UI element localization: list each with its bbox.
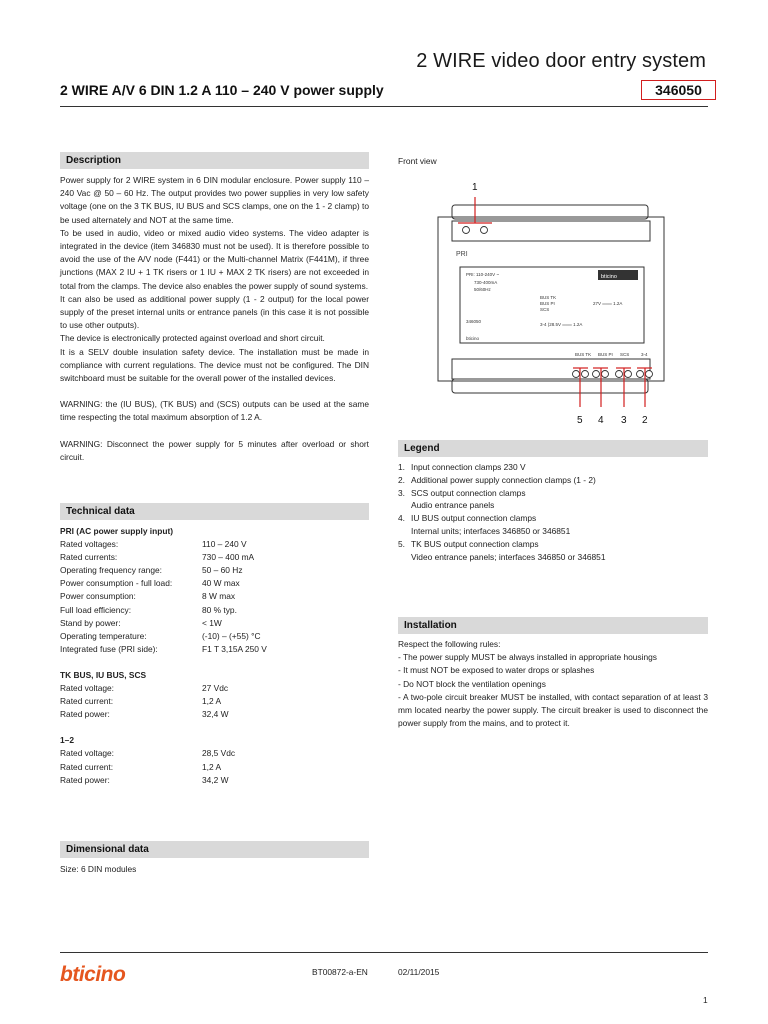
legend-item-cont bbox=[398, 551, 708, 564]
legend-number: 2. bbox=[398, 474, 405, 485]
spec-key: Operating temperature: bbox=[60, 630, 147, 641]
terminal-label: 3-4 bbox=[641, 352, 648, 357]
installation-line: - It must NOT be exposed to water drops or splashes bbox=[398, 665, 595, 676]
spec-row bbox=[60, 630, 369, 643]
product-code: 346050 bbox=[641, 80, 716, 100]
spec-row bbox=[60, 538, 369, 551]
spec-value: F1 T 3,15A 250 V bbox=[202, 643, 267, 654]
front-view-caption: Front view bbox=[398, 156, 437, 166]
brand-tiny: bticino bbox=[466, 336, 480, 341]
doc-date: 02/11/2015 bbox=[398, 967, 440, 977]
installation-line: Respect the following rules: bbox=[398, 639, 501, 649]
spec-value: 1,2 A bbox=[202, 696, 222, 707]
system-title: 2 WIRE video door entry system bbox=[416, 50, 706, 72]
out-voltage: 27V ═══ 1.2A bbox=[593, 301, 623, 306]
out-label: BUS PI bbox=[540, 301, 555, 306]
spec-key: Integrated fuse (PRI side): bbox=[60, 643, 158, 654]
installation-heading: Installation bbox=[398, 617, 708, 634]
spec-row bbox=[60, 564, 369, 577]
description-paragraph: It can also be used as additional power supply (1 - 2 output) for the local power supply of the preset internal units or entrance panels (in this case it is not possible to use other outputs). bbox=[60, 293, 369, 331]
terminal-label: BUS PI bbox=[598, 352, 613, 357]
legend-text: Internal units; interfaces 346850 or 346851 bbox=[411, 525, 571, 536]
spec-key: Full load efficiency: bbox=[60, 604, 132, 615]
installation-line: - Do NOT block the ventilation openings bbox=[398, 678, 546, 689]
legend-section bbox=[398, 440, 708, 563]
out-label: BUS TK bbox=[540, 295, 557, 300]
spec-row bbox=[60, 682, 369, 695]
callout-number: 1 bbox=[472, 182, 478, 193]
legend-text: Audio entrance panels bbox=[411, 500, 495, 511]
legend-item-cont bbox=[398, 525, 708, 538]
legend-heading: Legend bbox=[398, 440, 708, 457]
callout-number: 3 bbox=[621, 415, 627, 426]
screw-terminal bbox=[573, 371, 580, 378]
spec-value: 1,2 A bbox=[202, 761, 222, 772]
technical-heading: Technical data bbox=[60, 503, 369, 520]
installation-line: - A two-pole circuit breaker MUST be installed, with contact separation of at least 3 mm located nearby the power supply. The circuit breaker is used to disconnect the power supply from the mains, and to protect it. bbox=[398, 691, 708, 729]
legend-text: Video entrance panels; interfaces 346850 or 346851 bbox=[411, 551, 606, 562]
spec-key: Power consumption: bbox=[60, 591, 136, 602]
terminal-label: BUS TK bbox=[575, 352, 592, 357]
spec-value: 28,5 Vdc bbox=[202, 748, 236, 759]
screw-terminal bbox=[625, 371, 632, 378]
callout-number: 4 bbox=[598, 415, 604, 426]
callout-number: 5 bbox=[577, 415, 583, 426]
spec-row bbox=[60, 643, 369, 656]
out-12-label: 3-4 (28.5V ═══ 1.2A bbox=[540, 322, 583, 327]
terminal-label: SCS bbox=[620, 352, 630, 357]
spec-key: Rated currents: bbox=[60, 552, 118, 563]
technical-section bbox=[60, 503, 369, 787]
installation-body bbox=[398, 638, 708, 730]
front-view-diagram bbox=[430, 175, 680, 430]
spec-value: (-10) – (+55) °C bbox=[202, 630, 261, 641]
spec-value: 80 % typ. bbox=[202, 604, 237, 615]
spec-key: Operating frequency range: bbox=[60, 565, 162, 576]
screw-terminal bbox=[616, 371, 623, 378]
spec-group-title: PRI (AC power supply input) bbox=[60, 526, 174, 536]
brand-small: bticino bbox=[601, 274, 617, 280]
legend-item-cont bbox=[398, 499, 708, 512]
legend-text: Additional power supply connection clamps (1 - 2) bbox=[411, 474, 596, 485]
legend-text: Input connection clamps 230 V bbox=[411, 462, 526, 472]
spec-key: Rated power: bbox=[60, 774, 110, 785]
legend-number: 4. bbox=[398, 513, 405, 524]
legend-item bbox=[398, 538, 708, 551]
legend-text: SCS output connection clamps bbox=[411, 487, 526, 498]
spec-row bbox=[60, 577, 369, 590]
legend-item bbox=[398, 487, 708, 500]
spec-key: Rated power: bbox=[60, 709, 110, 720]
screw-terminal bbox=[463, 227, 470, 234]
description-body bbox=[60, 174, 369, 464]
installation-section bbox=[398, 617, 708, 730]
legend-item bbox=[398, 512, 708, 525]
spec-row bbox=[60, 761, 369, 774]
spec-group-title: TK BUS, IU BUS, SCS bbox=[60, 669, 147, 680]
technical-body bbox=[60, 525, 369, 787]
footer-divider bbox=[60, 952, 708, 953]
page-number: 1 bbox=[703, 995, 708, 1005]
spec-row bbox=[60, 774, 369, 787]
spec-value: 730 – 400 mA bbox=[202, 552, 255, 563]
description-paragraph: It is a SELV double insulation safety device. The installation must be made in compliance with current regulations. The device must not be configured. The DIN switchboard must be suitable for the overall power of the installed devices. bbox=[60, 346, 369, 384]
label-text: 730-400mA bbox=[474, 280, 498, 285]
legend-number: 1. bbox=[398, 462, 405, 472]
spec-row bbox=[60, 747, 369, 760]
warning-text: WARNING: the (IU BUS), (TK BUS) and (SCS) outputs can be used at the same time respecting the total maximum absorption of 1.2 A. bbox=[60, 399, 369, 423]
spec-value: 32,4 W bbox=[202, 709, 229, 720]
spec-value: 110 – 240 V bbox=[202, 539, 247, 550]
label-text: PRI: 110-240V ~ bbox=[466, 272, 500, 277]
legend-item bbox=[398, 461, 708, 474]
description-paragraph: Power supply for 2 WIRE system in 6 DIN modular enclosure. Power supply 110 – 240 Vac @ 50 – 60 Hz. The output provides two power supplies in very low safety voltage (one on the 3 TK BUS, IU BUS and SCS clamps, one on the 1 - 2 clamp) to be used alternately and NOT at the same time. bbox=[60, 175, 369, 225]
spec-key: Rated voltage: bbox=[60, 748, 115, 759]
spec-value: < 1W bbox=[202, 617, 222, 628]
description-paragraph: The device is electronically protected against overload and short circuit. bbox=[60, 333, 325, 344]
screw-terminal bbox=[593, 371, 600, 378]
screw-terminal bbox=[582, 371, 589, 378]
item-code: 346050 bbox=[466, 319, 482, 324]
dimensional-section bbox=[60, 841, 369, 876]
legend-number: 5. bbox=[398, 538, 405, 549]
legend-list bbox=[398, 461, 708, 563]
pri-label: PRI bbox=[456, 251, 468, 258]
spec-key: Power consumption - full load: bbox=[60, 578, 173, 589]
spec-value: 8 W max bbox=[202, 591, 236, 602]
dimensional-heading: Dimensional data bbox=[60, 841, 369, 858]
product-title: 2 WIRE A/V 6 DIN 1.2 A 110 – 240 V power supply bbox=[60, 82, 384, 98]
legend-number: 3. bbox=[398, 487, 405, 498]
legend-text: IU BUS output connection clamps bbox=[411, 513, 537, 524]
spec-value: 34,2 W bbox=[202, 774, 229, 785]
screw-terminal bbox=[602, 371, 609, 378]
installation-line: - The power supply MUST be always installed in appropriate housings bbox=[398, 652, 657, 663]
spec-row bbox=[60, 590, 369, 603]
dimensional-size: Size: 6 DIN modules bbox=[60, 864, 137, 874]
header-divider bbox=[60, 106, 708, 107]
legend-text: TK BUS output connection clamps bbox=[411, 538, 539, 549]
spec-group-title: 1–2 bbox=[60, 735, 74, 746]
screw-terminal bbox=[646, 371, 653, 378]
screw-terminal bbox=[481, 227, 488, 234]
spec-key: Rated voltages: bbox=[60, 539, 119, 550]
spec-row bbox=[60, 604, 369, 617]
spec-row bbox=[60, 708, 369, 721]
spec-value: 50 – 60 Hz bbox=[202, 565, 243, 576]
description-section bbox=[60, 152, 369, 464]
label-text: 50/60Hz bbox=[474, 287, 491, 292]
spec-value: 27 Vdc bbox=[202, 683, 229, 694]
spec-row bbox=[60, 551, 369, 564]
screw-terminal bbox=[637, 371, 644, 378]
warning-text: WARNING: Disconnect the power supply for 5 minutes after overload or short circuit. bbox=[60, 438, 369, 462]
spec-key: Rated current: bbox=[60, 696, 114, 707]
brand-logo: bticino bbox=[60, 963, 126, 986]
spec-key: Rated voltage: bbox=[60, 683, 115, 694]
out-label: SCS bbox=[540, 307, 550, 312]
spec-row bbox=[60, 695, 369, 708]
legend-item bbox=[398, 474, 708, 487]
spec-value: 40 W max bbox=[202, 578, 240, 589]
spec-row bbox=[60, 617, 369, 630]
spec-key: Rated current: bbox=[60, 761, 114, 772]
description-heading: Description bbox=[60, 152, 369, 169]
description-paragraph: To be used in audio, video or mixed audio video systems. The video adapter is integrated in the device (item 346830 must not be used). It is therefore possible to avoid the use of the A/V node (F441) or the Multi-channel Matrix (F441M), if three junctions (MAX 2 IU + 1 TK risers or 1 IU + MAX 2 TK risers) are not exceeded in total from the clamps. The device also enables the power supply of sound systems. bbox=[60, 227, 369, 291]
callout-number: 2 bbox=[642, 415, 648, 426]
doc-code: BT00872-a-EN bbox=[312, 967, 368, 977]
spec-key: Stand by power: bbox=[60, 617, 121, 628]
